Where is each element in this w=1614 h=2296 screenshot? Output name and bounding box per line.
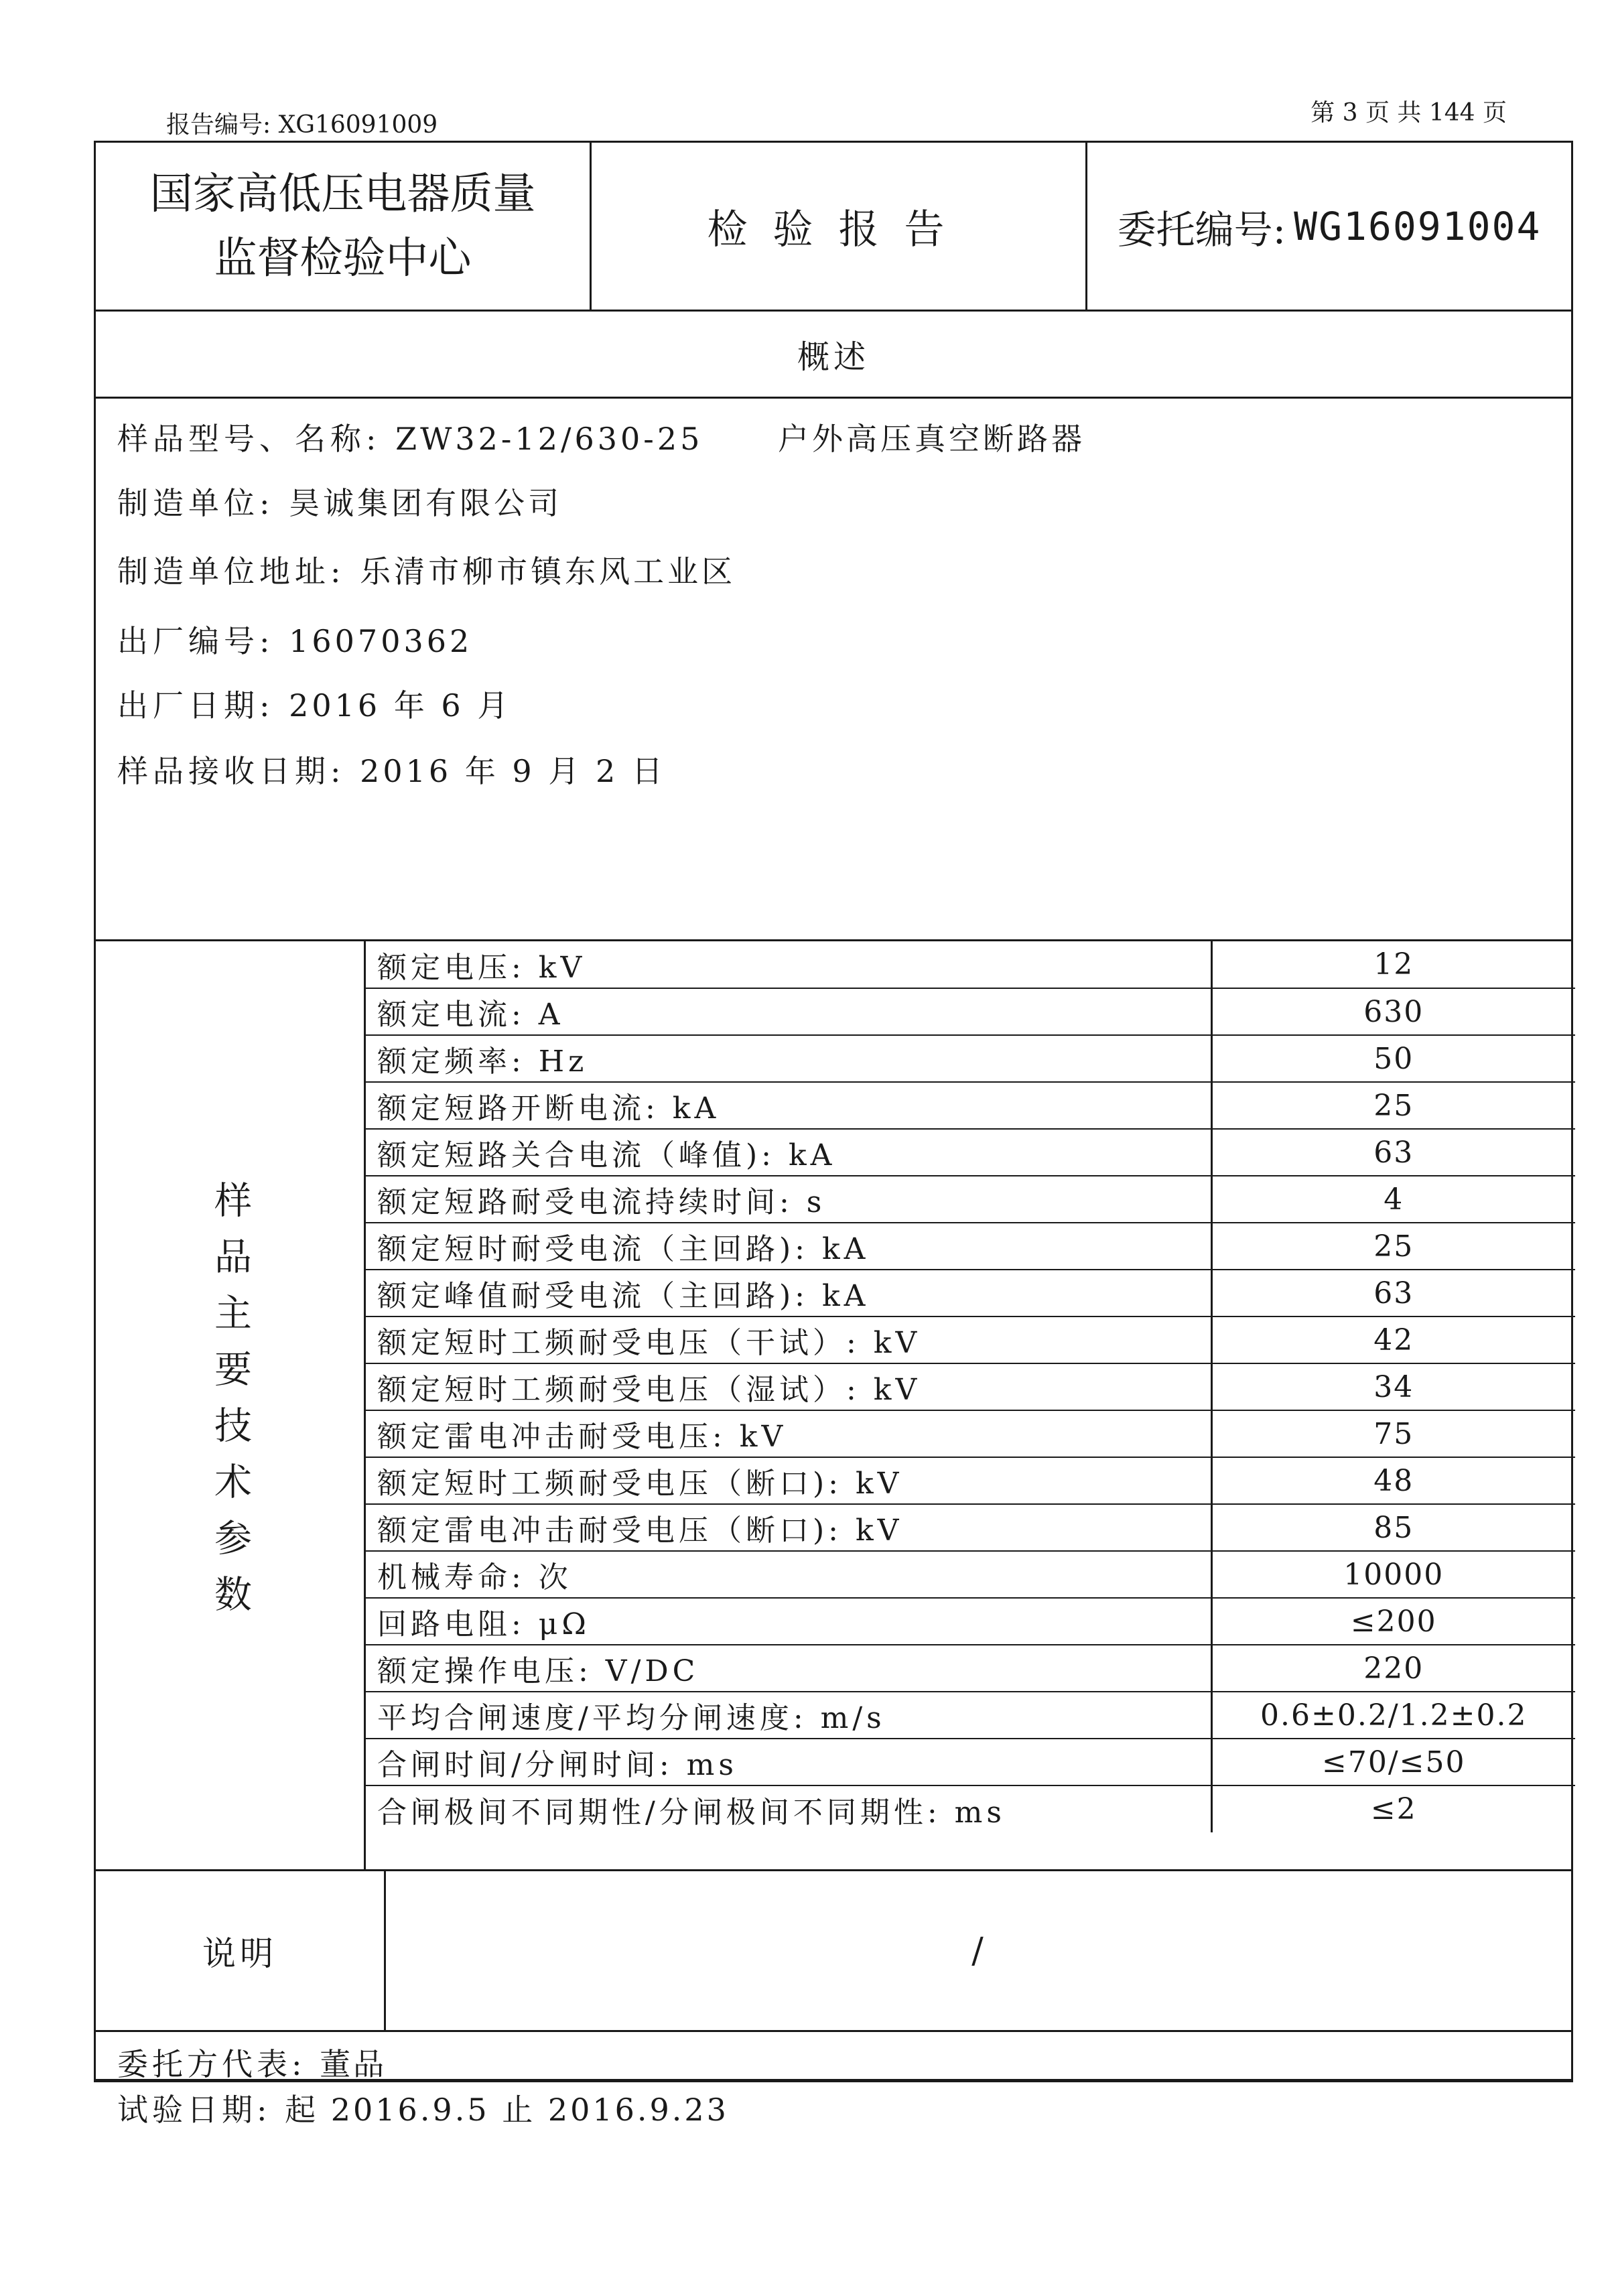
- test-date-value: 起 2016.9.5 止 2016.9.23: [285, 2092, 729, 2128]
- overview-title: 概述: [96, 312, 1571, 399]
- commission-label: 委托编号:: [1117, 206, 1286, 253]
- info-address-value: 乐清市柳市镇东风工业区: [360, 553, 736, 590]
- notes-label: 说明: [96, 1871, 386, 2030]
- param-row: [364, 1504, 1575, 1551]
- param-name: 合闸时间/分闸时间: ms: [364, 1739, 1211, 1785]
- param-value: 50: [1211, 1035, 1575, 1082]
- param-name: 额定电流: A: [364, 988, 1211, 1035]
- test-date: [117, 2086, 729, 2130]
- commission-number: [1087, 143, 1571, 310]
- param-row: [364, 1223, 1575, 1270]
- param-name: 额定短时工频耐受电压（湿试）: kV: [364, 1363, 1211, 1410]
- info-model-name: 户外高压真空断路器: [777, 421, 1085, 457]
- param-value: 42: [1211, 1316, 1575, 1363]
- param-row: [364, 1270, 1575, 1316]
- param-name: 机械寿命: 次: [364, 1551, 1211, 1598]
- page-count: 第 3 页 共 144 页: [1310, 99, 1507, 127]
- info-maker-value: 昊诚集团有限公司: [289, 485, 563, 521]
- param-value: 12: [1211, 941, 1575, 988]
- param-value: 75: [1211, 1410, 1575, 1457]
- param-row: [364, 1551, 1575, 1598]
- info-mfg-date-label: 出厂日期:: [117, 687, 275, 724]
- param-value: 85: [1211, 1504, 1575, 1551]
- param-row: [364, 1457, 1575, 1504]
- params-table: [364, 941, 1575, 1832]
- info-address-label: 制造单位地址:: [117, 553, 346, 590]
- param-name: 额定短时工频耐受电压（断口): kV: [364, 1457, 1211, 1504]
- param-value: ≤70/≤50: [1211, 1739, 1575, 1785]
- param-name: 额定频率: Hz: [364, 1035, 1211, 1082]
- info-serial: [117, 617, 472, 661]
- info-receipt-date-label: 样品接收日期:: [117, 753, 346, 789]
- notes-section: [96, 1871, 1571, 2032]
- param-value: 25: [1211, 1223, 1575, 1270]
- param-name: 额定短时耐受电流（主回路): kA: [364, 1223, 1211, 1270]
- param-row: [364, 1082, 1575, 1129]
- info-receipt-date: [117, 747, 666, 791]
- param-row: [364, 1176, 1575, 1223]
- sample-info: [96, 399, 1571, 941]
- params-side-text: 样品主要技术参数: [208, 1180, 252, 1631]
- client-representative: [117, 2040, 387, 2084]
- param-value: ≤2: [1370, 1792, 1417, 1826]
- footer-divider: [96, 2079, 1571, 2081]
- param-row: [364, 1645, 1575, 1692]
- info-model-label: 样品型号、名称:: [117, 421, 381, 457]
- info-serial-label: 出厂编号:: [117, 623, 275, 659]
- param-value: 48: [1211, 1457, 1575, 1504]
- param-row: [364, 1739, 1575, 1785]
- param-value: 25: [1211, 1082, 1575, 1129]
- param-name: 额定短路开断电流: kA: [364, 1082, 1211, 1129]
- param-value: 63: [1211, 1270, 1575, 1316]
- param-value: 63: [1211, 1129, 1575, 1176]
- param-value: 0.6±0.2/1.2±0.2: [1211, 1692, 1575, 1739]
- param-row: [364, 1035, 1575, 1082]
- info-mfg-date: [117, 681, 511, 726]
- param-name: 额定短路关合电流（峰值): kA: [364, 1129, 1211, 1176]
- param-row: [364, 1363, 1575, 1410]
- param-value: 10000: [1211, 1551, 1575, 1598]
- main-parameters: [96, 941, 1571, 1871]
- param-value: 220: [1211, 1645, 1575, 1692]
- param-row: [364, 1692, 1575, 1739]
- commission-value: WG16091004: [1294, 203, 1542, 249]
- info-model-value: ZW32-12/630-25: [395, 421, 703, 457]
- info-model: [117, 415, 1085, 459]
- client-rep-value: 董品: [320, 2046, 387, 2082]
- param-row: [364, 941, 1575, 988]
- doc-title: 检验报告: [592, 143, 1087, 310]
- param-name: 额定短路耐受电流持续时间: s: [364, 1176, 1211, 1223]
- info-maker-label: 制造单位:: [117, 485, 275, 521]
- param-row: [364, 988, 1575, 1035]
- param-name: 额定雷电冲击耐受电压: kV: [364, 1410, 1211, 1457]
- notes-content: /: [971, 1930, 984, 1971]
- param-name: 回路电阻: μΩ: [364, 1598, 1211, 1645]
- param-value: ≤200: [1211, 1598, 1575, 1645]
- param-row: [364, 1410, 1575, 1457]
- param-value: 4: [1211, 1176, 1575, 1223]
- param-row: [364, 1129, 1575, 1176]
- info-address: [117, 547, 736, 592]
- report-header: [96, 143, 1571, 312]
- info-maker: [117, 479, 562, 523]
- org-name-line1: 国家高低压电器质量: [149, 169, 536, 219]
- report-frame: [94, 141, 1573, 2128]
- param-value: 34: [1211, 1363, 1575, 1410]
- param-name: 额定峰值耐受电流（主回路): kA: [364, 1270, 1211, 1316]
- param-name: 平均合闸速度/平均分闸速度: m/s: [364, 1692, 1211, 1739]
- org-name-line2: 监督检验中心: [214, 233, 472, 283]
- test-date-label: 试验日期:: [117, 2092, 271, 2128]
- param-name: 额定电压: kV: [364, 941, 1211, 988]
- param-row: [364, 1785, 1575, 1832]
- param-value: 630: [1211, 988, 1575, 1035]
- param-row: [364, 1598, 1575, 1645]
- client-rep-label: 委托方代表:: [117, 2046, 306, 2082]
- info-mfg-date-value: 2016 年 6 月: [289, 687, 512, 724]
- info-receipt-date-value: 2016 年 9 月 2 日: [360, 753, 666, 789]
- info-serial-value: 16070362: [289, 623, 473, 659]
- params-side-label: [96, 941, 366, 1869]
- param-name: 额定雷电冲击耐受电压（断口): kV: [364, 1504, 1211, 1551]
- org-name: [96, 143, 592, 310]
- param-name: 合闸极间不同期性/分闸极间不同期性: ms: [364, 1785, 1211, 1832]
- report-number: 报告编号: XG16091009: [166, 111, 438, 139]
- param-name: 额定短时工频耐受电压（干试）: kV: [364, 1316, 1211, 1363]
- param-name: 额定操作电压: V/DC: [364, 1645, 1211, 1692]
- param-row: [364, 1316, 1575, 1363]
